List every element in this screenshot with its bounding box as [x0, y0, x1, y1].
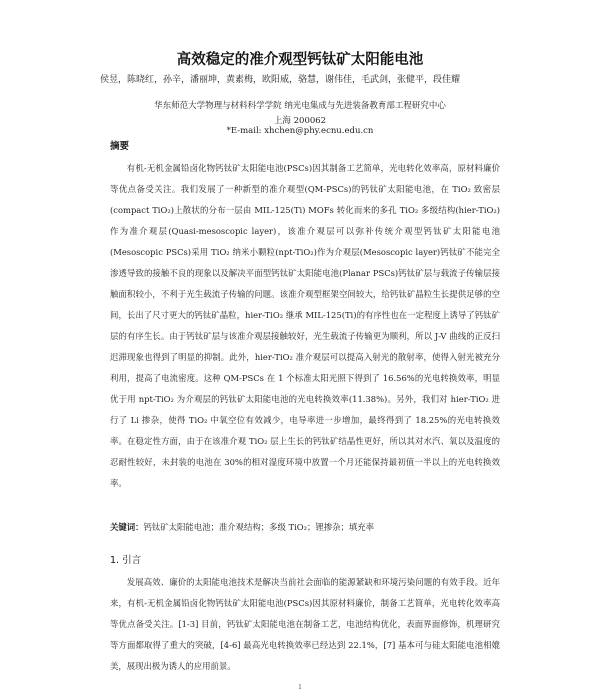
contact-block: [0, 114, 600, 136]
page-number: 1: [298, 684, 302, 691]
keywords-text: 钙钛矿太阳能电池；准介观结构；多级 TiO₂；锂掺杂；填充率: [143, 522, 375, 532]
intro-text: 发展高效、廉价的太阳能电池技术是解决当前社会面临的能源紧缺和环境污染问题的有效手段。近年来，有机-无机金属铅卤化物钙钛矿太阳能电池(PSCs)因其原材料廉价，制备工艺简单，光电转化效率高等优点备受关注。[1-3] 目前，钙钛矿太阳能电池在制备工艺，电池结构优化，表面界面修饰，机理研究等方面都取得了重大的突破，[4-6] 最高光电转换效率已经达到 22.1%，[7] 基本可与硅太阳能电池相媲美，展现出极为诱人的应用前景。: [110, 577, 500, 671]
paper-title: 高效稳定的准介观型钙钛矿太阳能电池: [176, 52, 424, 68]
abstract-text: 有机-无机金属铅卤化物钙钛矿太阳能电池(PSCs)因其制备工艺简单，光电转化效率高，原材料廉价等优点备受关注。我们发展了一种新型的准介观型(QM-PSCs)的钙钛矿太阳能电池，在 TiO₂ 致密层(compact TiO₂)上散状的分布一层由 MIL-125(Ti) MOFs 转化而来的多孔 TiO₂ 多级结构(hier-TiO₂)作为准介观层(Quasi-mesoscopic layer)，该准介观层可以弥补传统介观型钙钛矿太阳能电池(Mesoscopic PSCs)采用 TiO₂ 纳米小颗粒(npt-TiO₂)作为介观层(Mesoscopic layer)钙钛矿不能完全渗透导致的接触不良的现象以及解决平面型钙钛矿太阳能电池(Planar PSCs)钙钛矿层与载流子传输层接触面积较小，不利于光生载流子传输的问题。该准介观型框架空间较大，给钙钛矿晶粒生长提供足够的空间，长出了尺寸更大的钙钛矿晶粒，hier-TiO₂ 继承 MIL-125(Ti)的有序性也在一定程度上诱导了钙钛矿层的有序生长。由于钙钛矿层与该准介观层接触较好，光生载流子传输更为顺利，所以 J-V 曲线的正反扫迟滞现象也得到了明显的抑制。此外，hier-TiO₂ 准介观层可以提高入射光的散射率，使得入射光被充分利用，提高了电流密度。这种 QM-PSCs 在 1 个标准太阳光照下得到了 16.56%的光电转换效率，明显优于用 npt-TiO₂ 为介观层的钙钛矿太阳能电池的光电转换效率(11.38%)。另外，我们对 hier-TiO₂ 进行了 Li 掺杂，使得 TiO₂ 中氧空位有效减少，电导率进一步增加，最终得到了 18.25%的光电转换效率。在稳定性方面，由于在该准介观 TiO₂ 层上生长的钙钛矿结晶性更好，所以其对水汽、氧以及温度的忍耐性较好，未封装的电池在 30%的相对湿度环境中放置一个月还能保持最初值一半以上的光电转换效率。: [110, 163, 500, 488]
author-list: 侯昱，陈晓红，孙辛，潘丽坤，黄素梅，欧阳威，骆慧，谢伟佳，毛武剑，张健平，段佳耀: [100, 75, 461, 85]
keywords-label: 关键词：: [110, 522, 144, 532]
keywords: [110, 520, 500, 534]
abstract-heading: 摘要: [110, 141, 130, 152]
affiliation-institution: 华东师范大学物理与材料科学学院 纳光电集成与先进装备教育部工程研究中心: [154, 101, 446, 111]
contact-email: *E-mail: xhchen@phy.ecnu.edu.cn: [226, 126, 374, 136]
affiliation: [0, 100, 600, 113]
affiliation-city: 上海 200062: [273, 116, 327, 126]
intro-heading: 1. 引言: [110, 555, 142, 566]
